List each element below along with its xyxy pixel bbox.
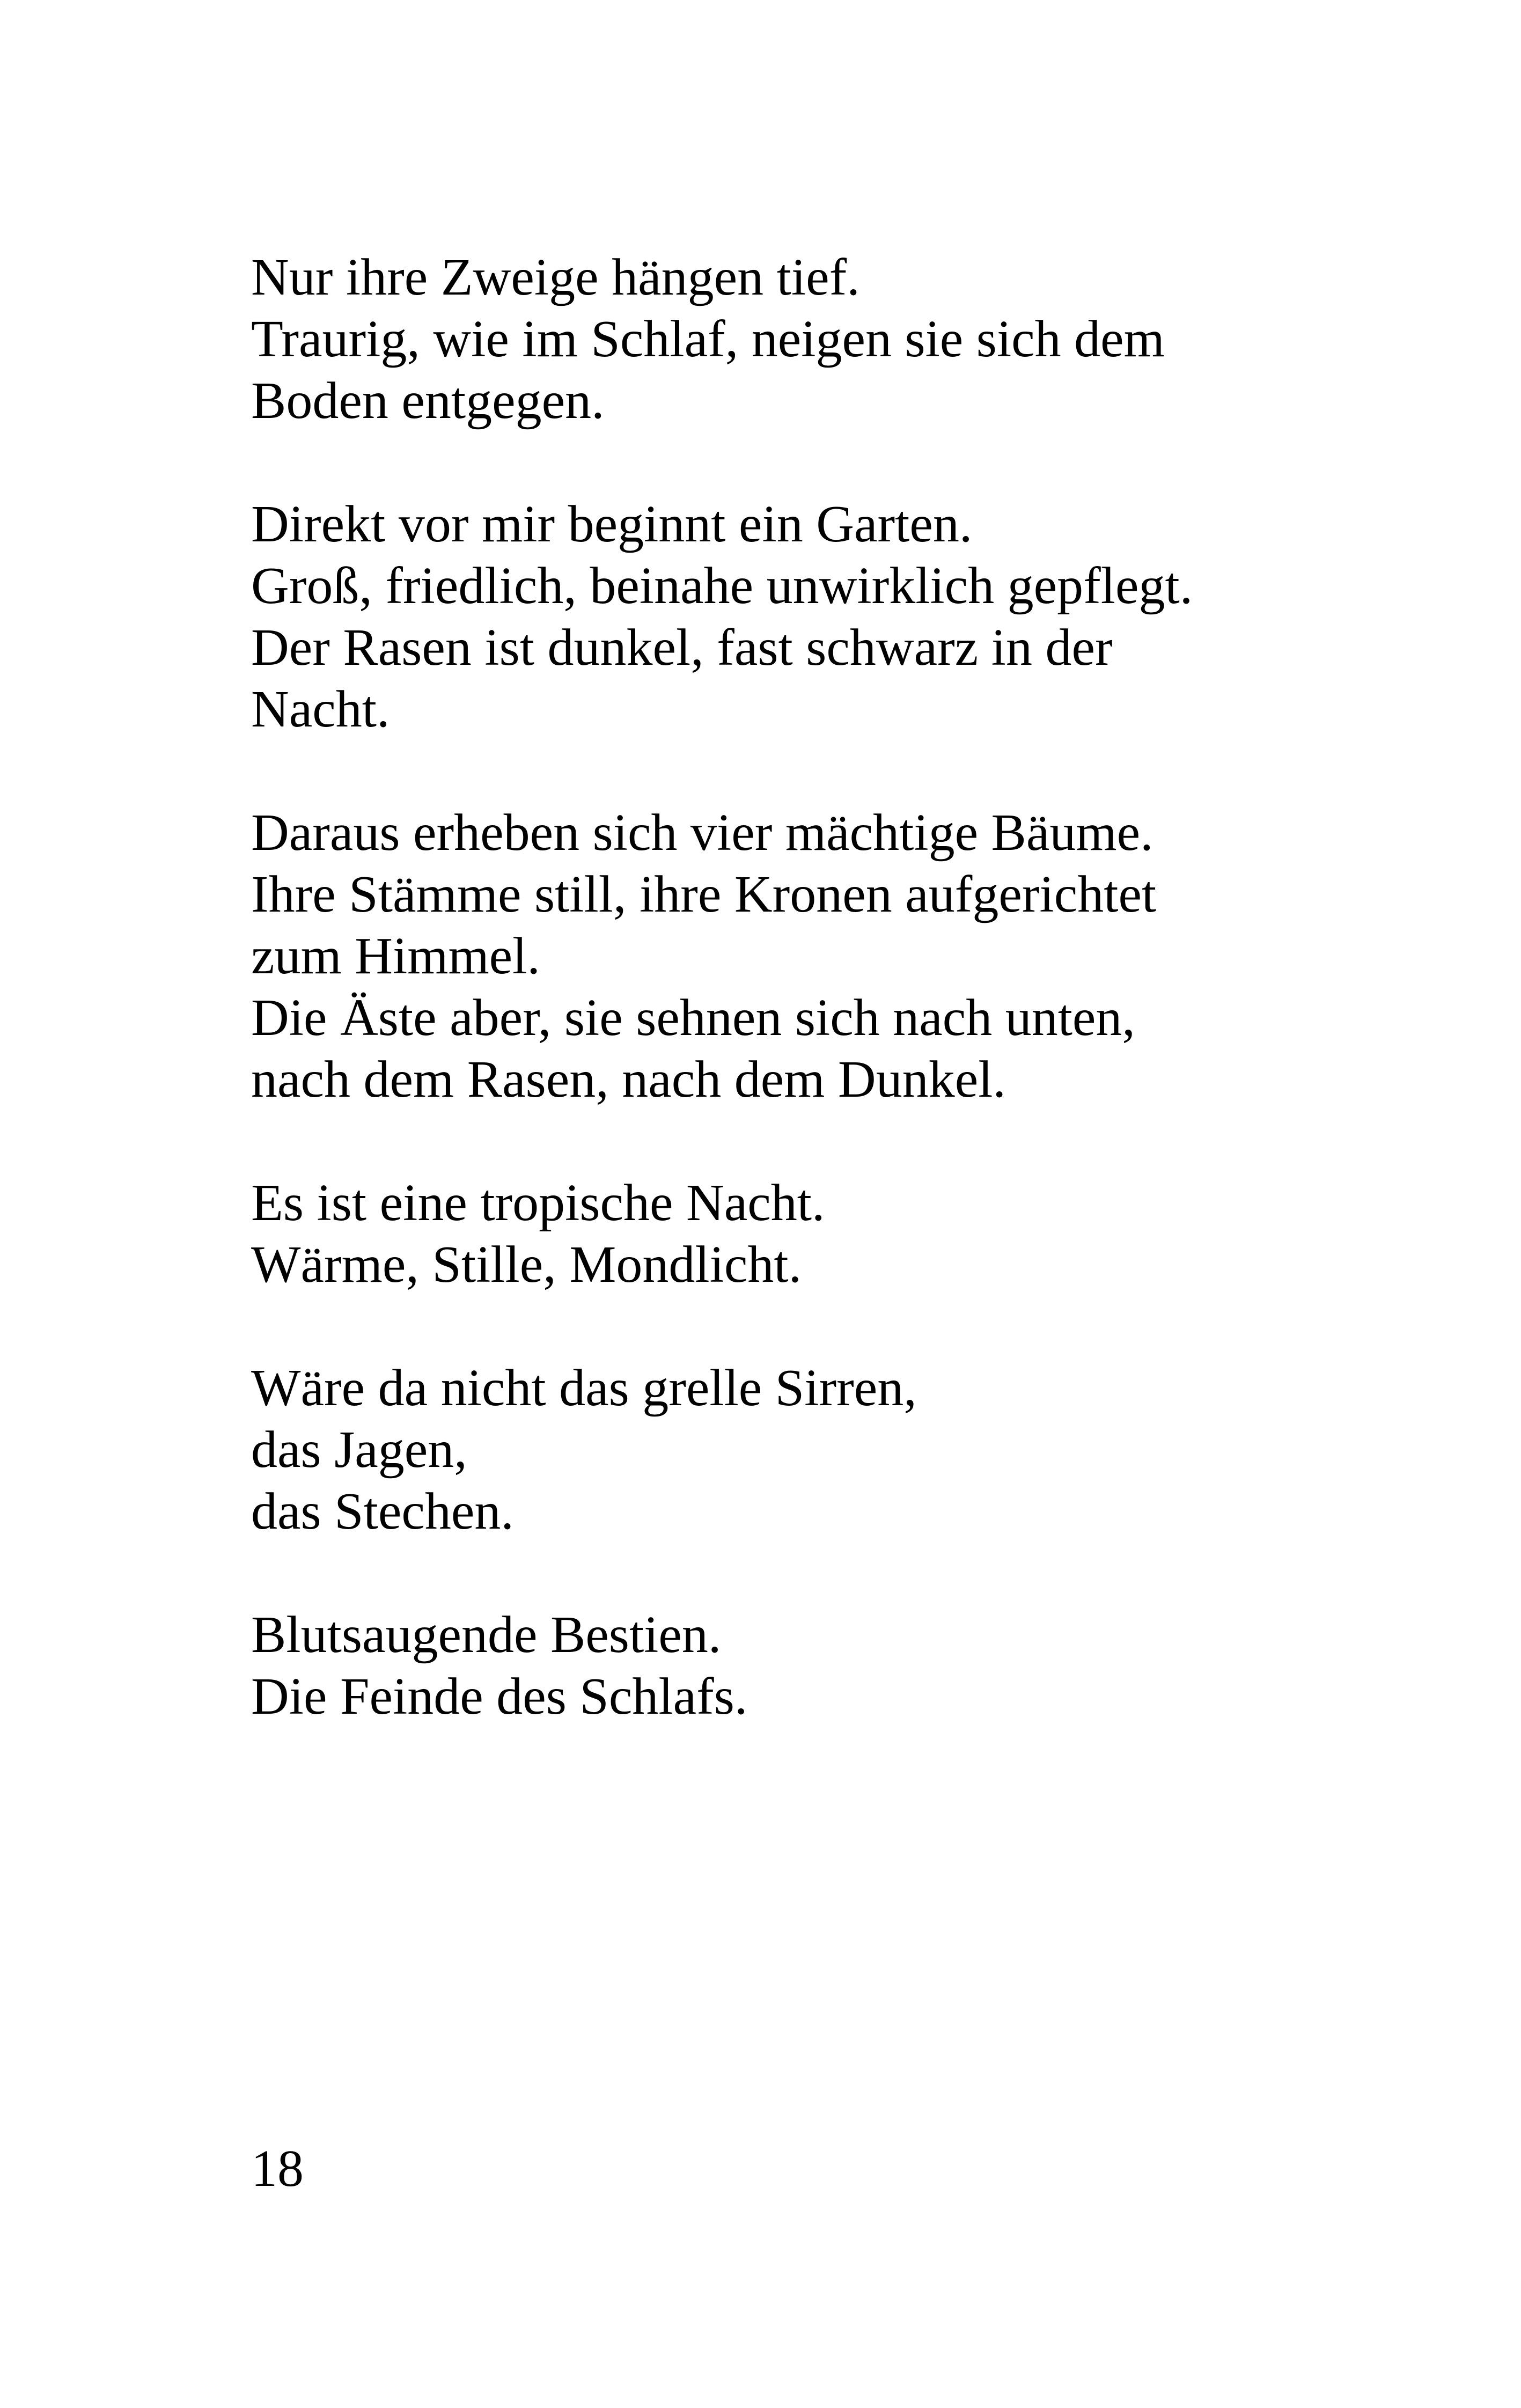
stanza — [251, 247, 1324, 432]
poem-line: Wärme, Stille, Mondlicht. — [251, 1236, 802, 1294]
poem-line: Der Rasen ist dunkel, fast schwarz in der — [251, 619, 1113, 677]
poem-line: Es ist eine tropische Nacht. — [251, 1174, 825, 1232]
poem-line: Boden entgegen. — [251, 372, 605, 430]
page-number: 18 — [251, 2140, 304, 2198]
stanza — [251, 1172, 1324, 1296]
poem-line: Blutsaugende Bestien. — [251, 1606, 722, 1664]
poem-line: Direkt vor mir beginnt ein Garten. — [251, 495, 973, 553]
poem-line: Groß, friedlich, beinahe unwirklich gepflegt. — [251, 557, 1193, 615]
stanza — [251, 494, 1324, 740]
poem-line: Nacht. — [251, 680, 390, 738]
stanza — [251, 1357, 1324, 1543]
poem-line: Nur ihre Zweige hängen tief. — [251, 248, 860, 306]
poem-line: Die Äste aber, sie sehnen sich nach unten, — [251, 989, 1135, 1047]
poem-line: Wäre da nicht das grelle Sirren, — [251, 1359, 917, 1417]
poem-line: Die Feinde des Schlafs. — [251, 1668, 748, 1726]
poem-line: das Stechen. — [251, 1482, 514, 1540]
poem-line: Ihre Stämme still, ihre Kronen aufgerichtet — [251, 865, 1157, 923]
poem-line: das Jagen, — [251, 1421, 467, 1479]
poem-line: zum Himmel. — [251, 927, 540, 985]
poem-line: Daraus erheben sich vier mächtige Bäume. — [251, 804, 1153, 862]
poem-line: nach dem Rasen, nach dem Dunkel. — [251, 1051, 1006, 1108]
poem-line: Traurig, wie im Schlaf, neigen sie sich dem — [251, 310, 1165, 368]
stanza — [251, 1604, 1324, 1728]
stanza — [251, 802, 1324, 1111]
poem-text — [251, 247, 1324, 1789]
